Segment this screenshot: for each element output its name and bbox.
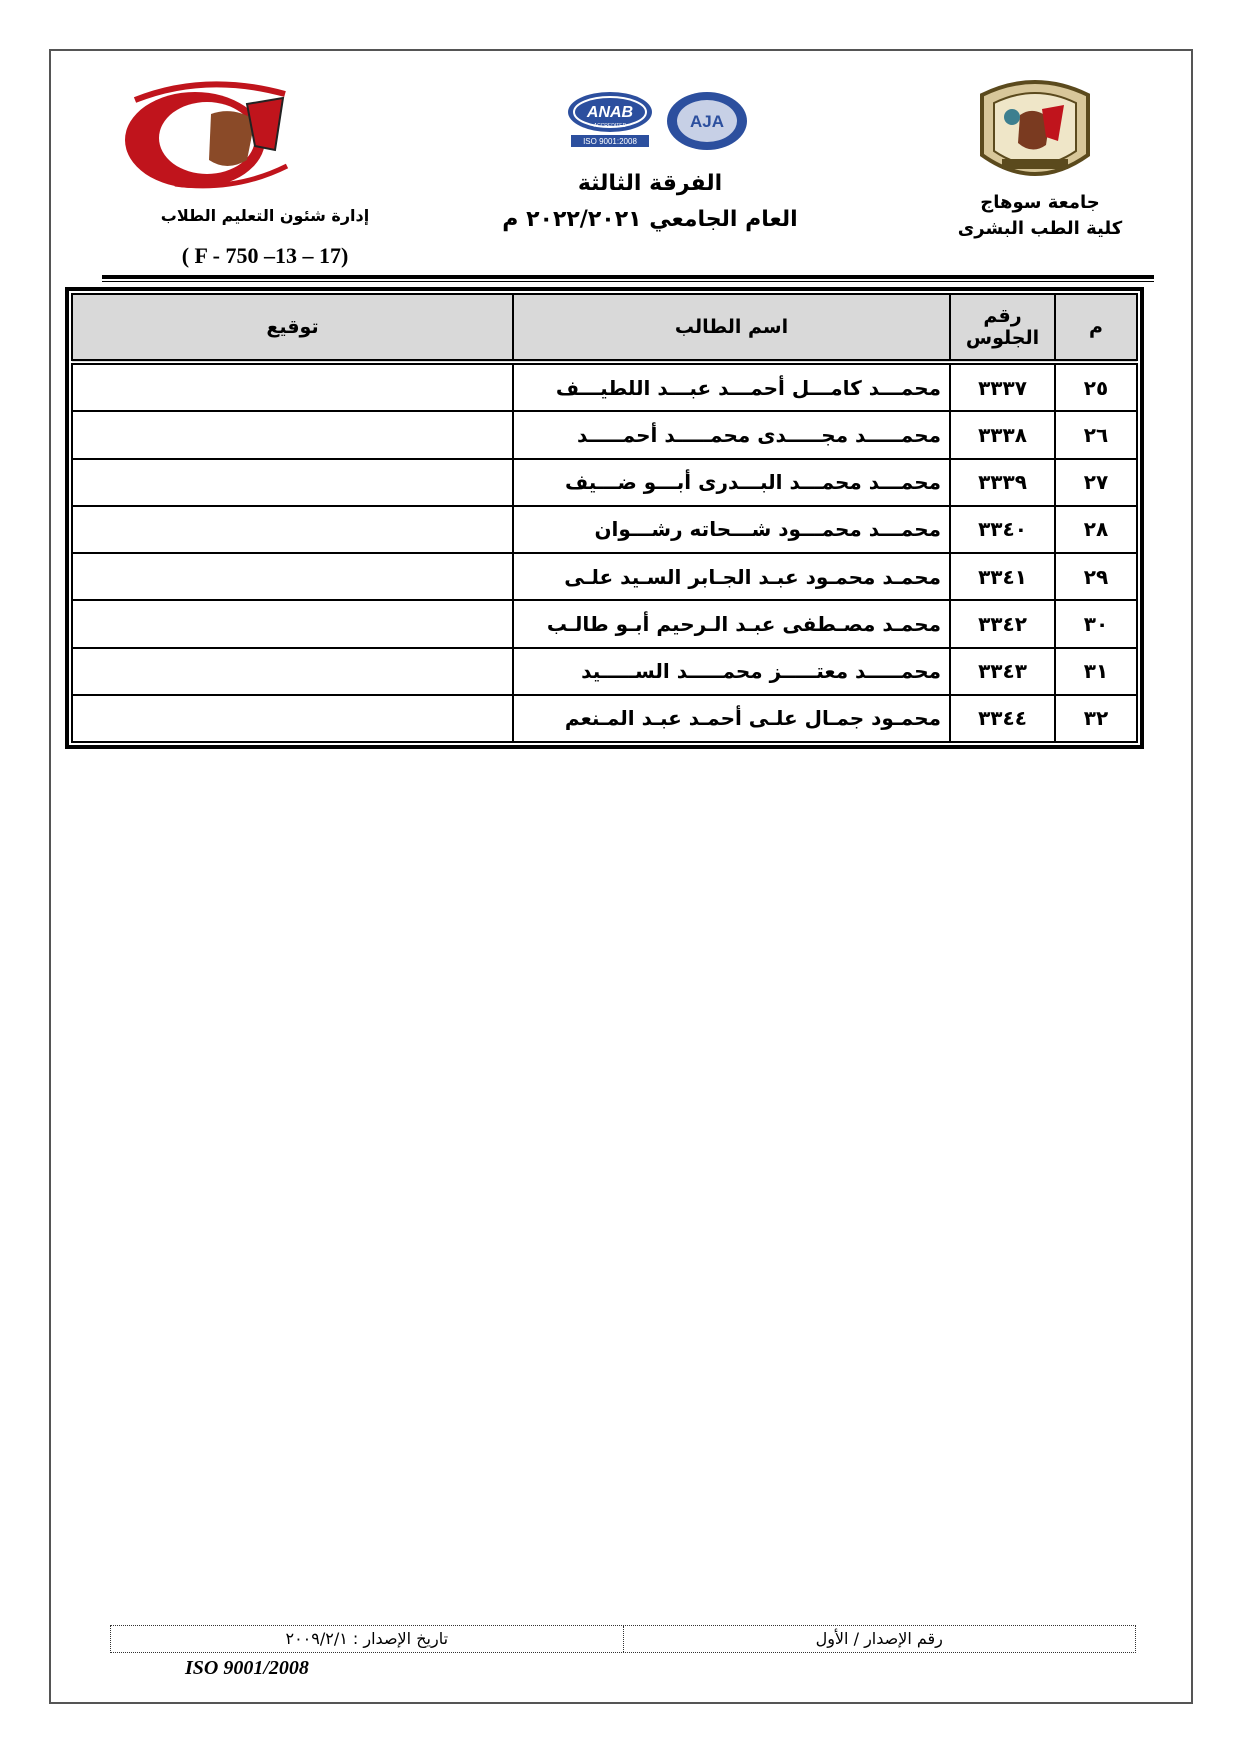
document-footer: [110, 1625, 1136, 1653]
row-index: ٢٧: [1055, 459, 1137, 506]
table-header-row: [72, 294, 1137, 362]
row-seat-number: ٣٣٣٩: [950, 459, 1055, 506]
aja-registrars-logo: [665, 90, 749, 152]
row-index: ٢٥: [1055, 362, 1137, 411]
student-table-frame: [65, 287, 1144, 749]
academic-year: العام الجامعي ٢٠٢٢/٢٠٢١ م: [502, 207, 798, 232]
row-index: ٣١: [1055, 648, 1137, 695]
row-student-name: محمـد محمـود عبـد الجـابر السـيد علـى: [513, 553, 950, 600]
anab-accreditation-logo: [565, 90, 655, 150]
row-seat-number: ٣٣٤١: [950, 553, 1055, 600]
row-seat-number: ٣٣٣٨: [950, 411, 1055, 458]
row-student-name: محمـــد كامـــل أحمـــد عبـــد اللطيـــف: [513, 362, 950, 411]
grade-level: الفرقة الثالثة: [577, 171, 723, 196]
header-signature: توقيع: [72, 294, 513, 362]
header-student-name: اسم الطالب: [513, 294, 950, 362]
row-signature-cell: [72, 648, 513, 695]
row-index: ٣٠: [1055, 600, 1137, 647]
row-seat-number: ٣٣٤٣: [950, 648, 1055, 695]
header-index: م: [1055, 294, 1137, 362]
row-signature-cell: [72, 506, 513, 553]
anab-logo-text: ANAB: [586, 104, 634, 121]
iso-standard-label: ISO 9001/2008: [185, 1657, 309, 1679]
row-seat-number: ٣٣٤٢: [950, 600, 1055, 647]
faculty-of-medicine-logo: [115, 80, 305, 192]
row-student-name: محمـــــد معتـــــز محمـــــد الســـــيد: [513, 648, 950, 695]
row-signature-cell: [72, 553, 513, 600]
table-row: [72, 600, 1137, 647]
row-student-name: محمـــد محمـــود شـــحاته رشـــوان: [513, 506, 950, 553]
row-seat-number: ٣٣٣٧: [950, 362, 1055, 411]
table-row: [72, 459, 1137, 506]
table-row: [72, 362, 1137, 411]
table-row: [72, 411, 1137, 458]
table-row: [72, 695, 1137, 742]
row-student-name: محمـــد محمـــد البـــدرى أبـــو ضـــيف: [513, 459, 950, 506]
row-seat-number: ٣٣٤٠: [950, 506, 1055, 553]
faculty-name: كلية الطب البشرى: [957, 218, 1123, 239]
student-table: [71, 293, 1138, 743]
row-signature-cell: [72, 695, 513, 742]
issue-date: تاريخ الإصدار : ٢٠٠٩/٢/١: [285, 1629, 449, 1648]
form-code: ( F - 750 –13 – 17): [181, 243, 349, 268]
row-student-name: محمـد مصـطفى عبـد الـرحيم أبـو طالـب: [513, 600, 950, 647]
table-row: [72, 553, 1137, 600]
anab-iso-text: ISO 9001:2008: [583, 137, 637, 146]
table-row: [72, 506, 1137, 553]
document-title: [470, 168, 830, 240]
aja-logo-text: AJA: [689, 112, 725, 131]
anab-logo-subtext: ACCREDITED: [593, 123, 627, 129]
row-index: ٢٩: [1055, 553, 1137, 600]
row-signature-cell: [72, 362, 513, 411]
university-header: [940, 190, 1140, 242]
row-student-name: محمـود جمـال علـى أحمـد عبـد المـنعم: [513, 695, 950, 742]
header-divider-thin: [102, 281, 1154, 282]
row-signature-cell: [72, 411, 513, 458]
table-row: [72, 648, 1137, 695]
university-name: جامعة سوهاج: [980, 192, 1100, 213]
department-name: إدارة شئون التعليم الطلاب: [160, 206, 370, 225]
row-signature-cell: [72, 459, 513, 506]
row-student-name: محمـــــد مجـــــدى محمـــــد أحمـــــد: [513, 411, 950, 458]
university-seal-logo: [972, 75, 1098, 185]
row-index: ٣٢: [1055, 695, 1137, 742]
row-signature-cell: [72, 600, 513, 647]
row-seat-number: ٣٣٤٤: [950, 695, 1055, 742]
issue-number: رقم الإصدار / الأول: [623, 1626, 1136, 1652]
row-index: ٢٨: [1055, 506, 1137, 553]
header-divider: [102, 275, 1154, 279]
row-index: ٢٦: [1055, 411, 1137, 458]
header-seat-number: رقم الجلوس: [950, 294, 1055, 362]
